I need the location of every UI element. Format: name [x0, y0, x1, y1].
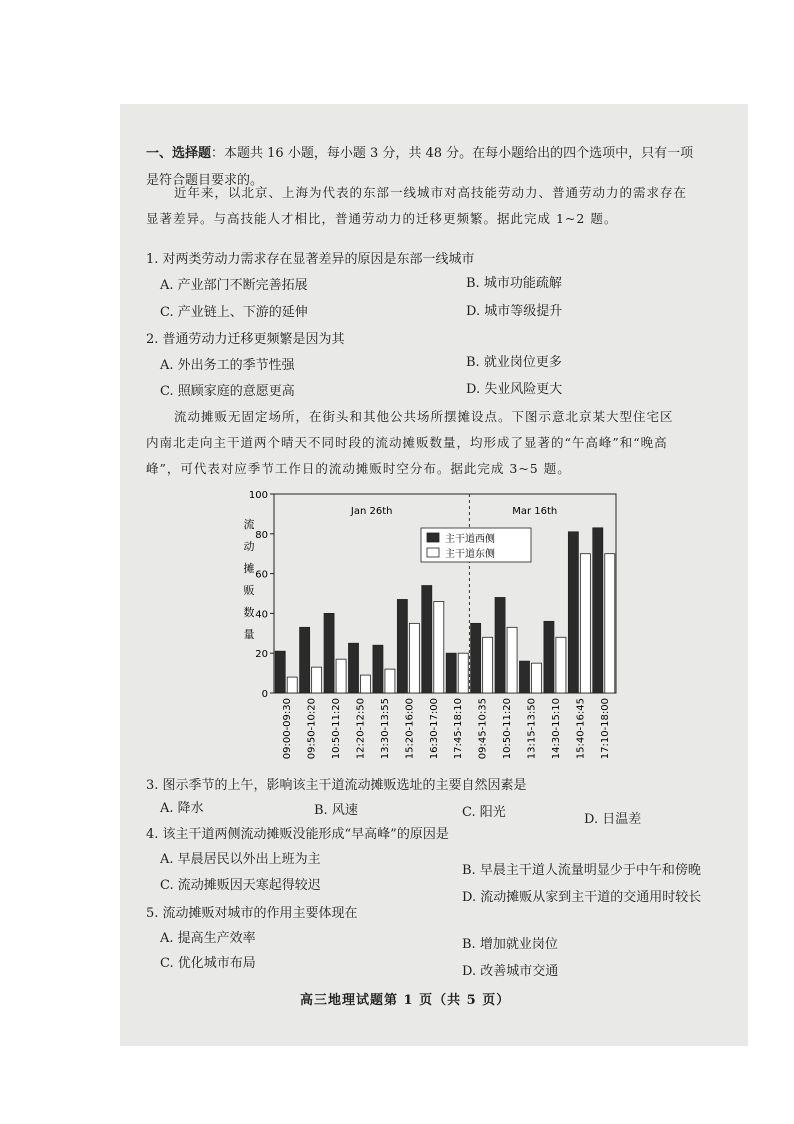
- y-axis-label-char: 动: [243, 539, 255, 553]
- bar-east: [507, 627, 517, 693]
- bar-west: [422, 586, 432, 693]
- y-axis-label: [244, 517, 255, 641]
- bar-west: [544, 621, 554, 693]
- bar-east: [312, 667, 322, 693]
- q2-option-a: A. 外出务工的季节性强: [160, 358, 295, 373]
- y-axis-label-char: 量: [243, 627, 255, 641]
- q3-option-b: B. 风速: [314, 803, 358, 818]
- q3-option-c: C. 阳光: [462, 805, 506, 820]
- q5-option-c: C. 优化城市布局: [160, 956, 256, 971]
- q2-option-c: C. 照顾家庭的意愿更高: [160, 384, 295, 399]
- q5-option-b: B. 增加就业岗位: [462, 937, 558, 952]
- bar-east: [532, 663, 542, 693]
- x-tick-label: 13:30-13:55: [379, 698, 391, 760]
- section-heading: 一、选择题: [146, 146, 212, 161]
- period-label-jan: Jan 26th: [350, 506, 393, 517]
- bar-west: [520, 661, 530, 693]
- legend-swatch: [427, 533, 439, 542]
- bar-west: [275, 651, 285, 693]
- page-footer: 高三地理试题第 1 页（共 5 页）: [300, 993, 511, 1008]
- bar-west: [397, 599, 407, 693]
- passage2-line3: 峰”，可代表对应季节工作日的流动摊贩时空分布。据此完成 3~5 题。: [146, 461, 571, 476]
- x-tick-label: 16:30-17:00: [428, 698, 440, 760]
- passage1-line1: 近年来，以北京、上海为代表的东部一线城市对高技能劳动力、普通劳动力的需求存在: [174, 185, 688, 200]
- y-tick-label: 100: [248, 490, 268, 501]
- legend-label: 主干道西侧: [445, 534, 495, 545]
- x-tick-labels: [282, 698, 611, 759]
- x-tick-label: 10:50-11:20: [331, 698, 343, 760]
- y-axis-label-char: 流: [243, 517, 255, 531]
- bar-west: [300, 627, 310, 693]
- bar-east: [434, 601, 444, 693]
- x-tick-label: 13:15-13:50: [526, 698, 538, 760]
- bar-east: [409, 623, 419, 693]
- vendor-count-bar-chart: [236, 488, 636, 778]
- y-axis-label-char: 贩: [243, 583, 255, 597]
- x-tick-label: 10:50-11:20: [502, 698, 514, 760]
- section-instruction-line2: 是符合题目要求的。: [146, 173, 264, 188]
- bar-east: [458, 653, 468, 693]
- bar-east: [580, 554, 590, 693]
- x-tick-label: 17:10-18:00: [599, 698, 611, 760]
- legend-label: 主干道东侧: [445, 549, 495, 560]
- q3-option-a: A. 降水: [160, 801, 204, 816]
- bar-east: [361, 675, 371, 693]
- q5-stem: 5. 流动摊贩对城市的作用主要体现在: [146, 906, 358, 921]
- q4-option-b: B. 早晨主干道人流量明显少于中午和傍晚: [462, 863, 701, 878]
- y-tick-label: 40: [255, 609, 268, 621]
- q5-option-a: A. 提高生产效率: [160, 931, 256, 946]
- q4-option-a: A. 早晨居民以外出上班为主: [160, 852, 321, 867]
- bar-east: [287, 677, 297, 693]
- q3-stem: 3. 图示季节的上午，影响该主干道流动摊贩选址的主要自然因素是: [146, 778, 527, 793]
- x-tick-label: 09:00-09:30: [282, 698, 294, 760]
- x-tick-label: 15:40-16:45: [575, 698, 587, 760]
- bar-east: [336, 659, 346, 693]
- q2-stem: 2. 普通劳动力迁移更频繁是因为其: [146, 332, 345, 347]
- bar-west: [471, 623, 481, 693]
- y-axis-label-char: 摊: [243, 561, 255, 575]
- bar-west: [446, 653, 456, 693]
- bar-west: [568, 532, 578, 693]
- passage1-line2: 显著差异。与高技能人才相比，普通劳动力的迁移更频繁。据此完成 1~2 题。: [146, 211, 618, 226]
- q1-stem: 1. 对两类劳动力需求存在显著差异的原因是东部一线城市: [146, 252, 475, 267]
- period-label-mar: Mar 16th: [512, 506, 558, 517]
- bar-east: [556, 637, 566, 693]
- x-tick-label: 17:45-18:10: [453, 698, 465, 760]
- x-tick-label: 09:45-10:35: [477, 698, 489, 760]
- legend-swatch: [427, 548, 439, 557]
- bar-west: [324, 613, 334, 693]
- q2-option-d: D. 失业风险更大: [466, 382, 563, 397]
- bar-east: [385, 669, 395, 693]
- bar-west: [495, 597, 505, 693]
- q3-option-d: D. 日温差: [584, 812, 642, 827]
- y-tick-label: 0: [261, 689, 268, 700]
- y-tick-label: 80: [255, 529, 268, 541]
- q4-option-c: C. 流动摊贩因天寒起得较迟: [160, 878, 321, 893]
- q2-option-b: B. 就业岗位更多: [466, 355, 562, 370]
- y-tick-label: 60: [255, 569, 268, 581]
- q4-stem: 4. 该主干道两侧流动摊贩没能形成“早高峰”的原因是: [146, 827, 449, 842]
- q4-option-d: D. 流动摊贩从家到主干道的交通用时较长: [462, 890, 702, 905]
- q5-option-d: D. 改善城市交通: [462, 964, 559, 979]
- section-instruction-line1: 一、选择题：本题共 16 小题，每小题 3 分，共 48 分。在每小题给出的四个选项中，只有一项: [146, 146, 694, 161]
- bar-west: [349, 643, 359, 693]
- bar-west: [593, 528, 603, 693]
- passage2-line1: 流动摊贩无固定场所，在街头和其他公共场所摆摊设点。下图示意北京某大型住宅区: [174, 409, 674, 424]
- q1-option-a: A. 产业部门不断完善拓展: [160, 278, 308, 293]
- bar-east: [605, 554, 615, 693]
- x-tick-label: 12:20-12:50: [355, 698, 367, 760]
- bar-west: [373, 645, 383, 693]
- x-tick-label: 15:20-16:00: [404, 698, 416, 760]
- y-tick-label: 20: [255, 649, 268, 661]
- q1-option-c: C. 产业链上、下游的延伸: [160, 305, 308, 320]
- y-axis-label-char: 数: [243, 605, 255, 619]
- q1-option-b: B. 城市功能疏解: [466, 276, 562, 291]
- passage2-line2: 内南北走向主干道两个晴天不同时段的流动摊贩数量，均形成了显著的“午高峰”和“晚高: [146, 435, 668, 450]
- x-tick-label: 14:30-15:10: [550, 698, 562, 760]
- q1-option-d: D. 城市等级提升: [466, 304, 563, 319]
- x-tick-label: 09:50-10:20: [306, 698, 318, 760]
- chart-legend: [421, 528, 531, 562]
- bar-east: [483, 637, 493, 693]
